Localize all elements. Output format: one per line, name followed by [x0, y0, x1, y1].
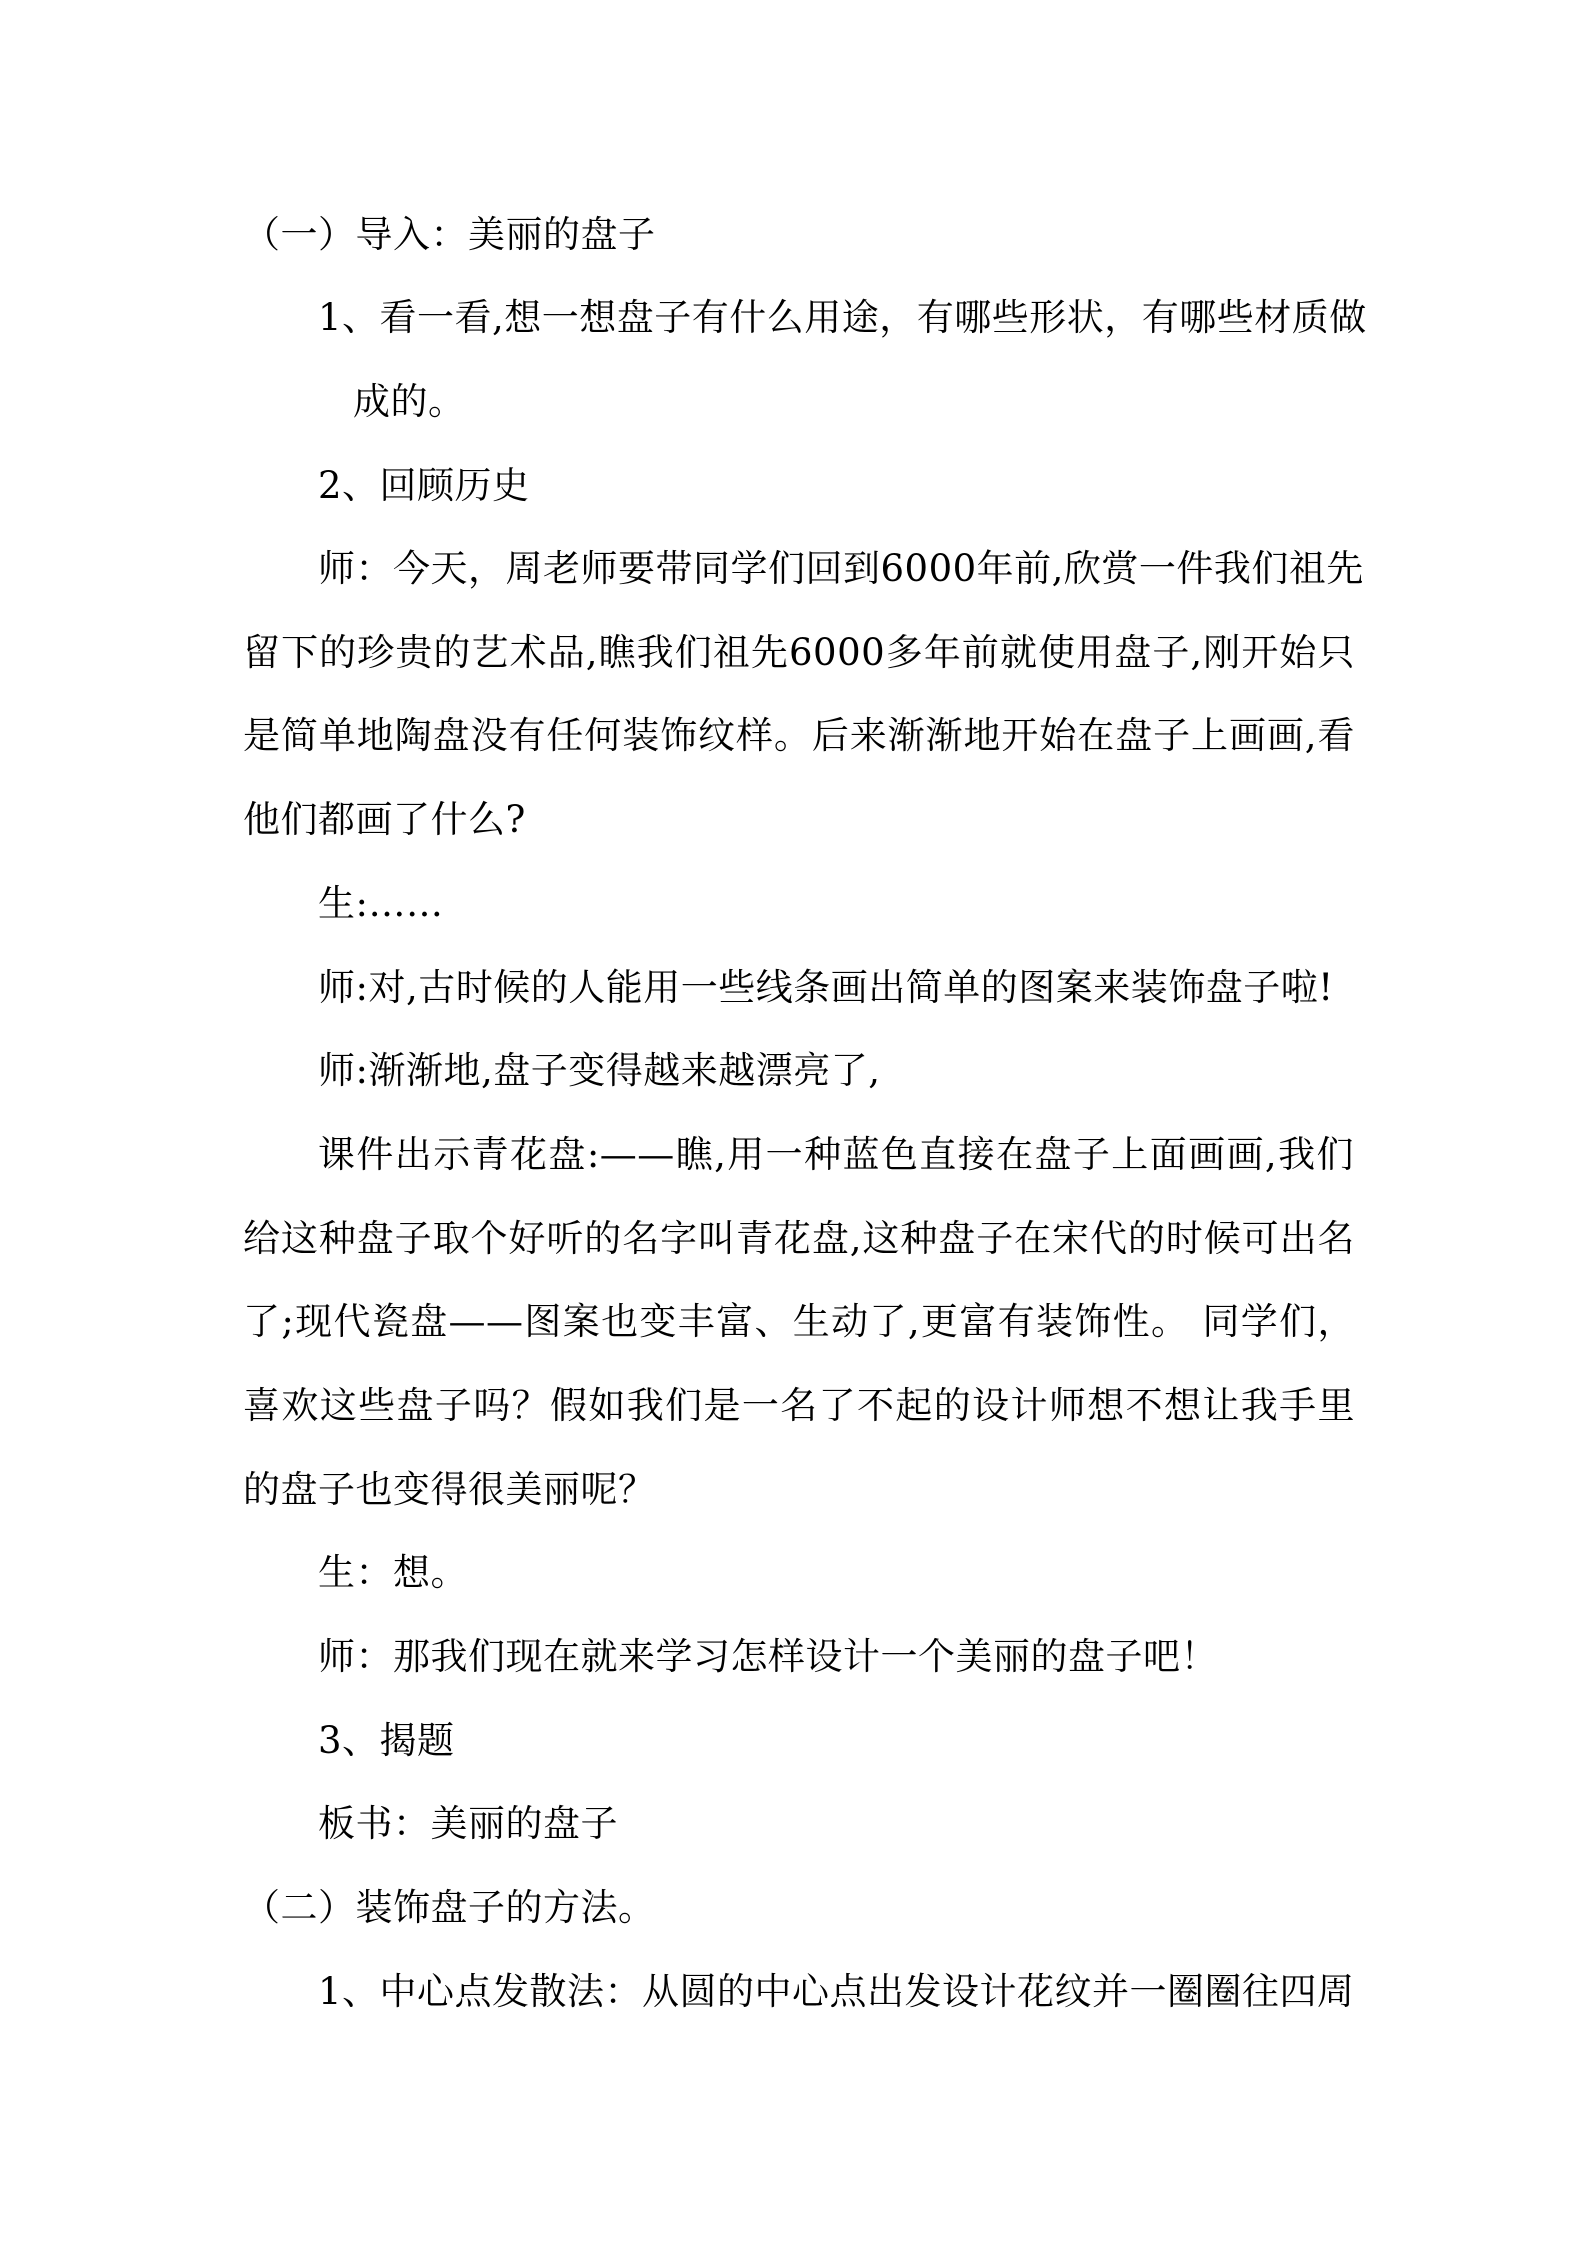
- paragraph-line: 的盘子也变得很美丽呢？: [243, 1468, 656, 1511]
- paragraph-line: 是简单地陶盘没有任何装饰纹样。后来渐渐地开始在盘子上画画,看: [243, 714, 1355, 757]
- paragraph-line: 师:对,古时候的人能用一些线条画出简单的图案来装饰盘子啦!: [318, 966, 1334, 1009]
- paragraph-line: 成的。: [353, 380, 466, 423]
- paragraph-line: 留下的珍贵的艺术品,瞧我们祖先6000多年前就使用盘子,刚开始只: [243, 631, 1355, 674]
- section-heading-intro: （一）导入：美丽的盘子: [243, 213, 656, 256]
- paragraph-line: 课件出示青花盘:——瞧,用一种蓝色直接在盘子上面画画,我们: [318, 1133, 1354, 1176]
- paragraph-line: 他们都画了什么?: [243, 798, 526, 841]
- paragraph-line: 师：那我们现在就来学习怎样设计一个美丽的盘子吧！: [318, 1635, 1218, 1678]
- paragraph-line: 师：今天，周老师要带同学们回到6000年前,欣赏一件我们祖先: [318, 547, 1364, 590]
- paragraph-line: 师:渐渐地,盘子变得越来越漂亮了,: [318, 1049, 881, 1092]
- paragraph-line: 1、中心点发散法：从圆的中心点出发设计花纹并一圈圈往四周: [318, 1970, 1355, 2013]
- subheading-reveal-topic: 3、揭题: [318, 1719, 455, 1762]
- section-heading-methods: （二）装饰盘子的方法。: [243, 1886, 656, 1929]
- paragraph-line: 了;现代瓷盘——图案也变丰富、生动了,更富有装饰性。 同学们，: [243, 1300, 1355, 1343]
- paragraph-line: 板书：美丽的盘子: [318, 1802, 618, 1845]
- subheading-history: 2、回顾历史: [318, 464, 530, 507]
- paragraph-line: 生:……: [318, 882, 444, 925]
- paragraph-line: 1、看一看,想一想盘子有什么用途，有哪些形状，有哪些材质做: [318, 296, 1367, 339]
- paragraph-line: 生：想。: [318, 1551, 468, 1594]
- paragraph-line: 给这种盘子取个好听的名字叫青花盘,这种盘子在宋代的时候可出名: [243, 1217, 1355, 1260]
- paragraph-line: 喜欢这些盘子吗？假如我们是一名了不起的设计师想不想让我手里: [243, 1384, 1355, 1427]
